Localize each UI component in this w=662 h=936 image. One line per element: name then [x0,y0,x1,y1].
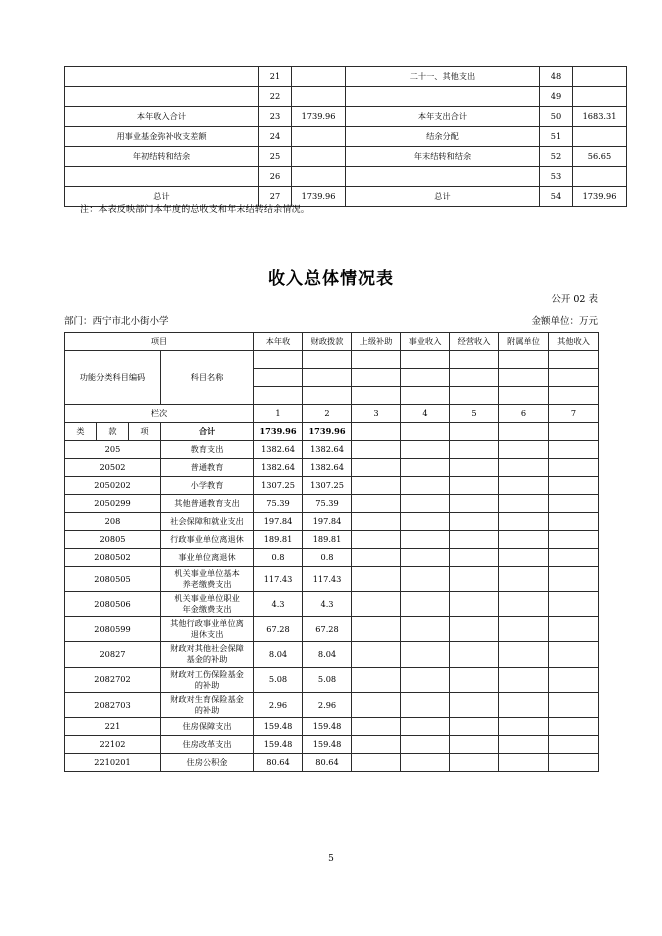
header-col-number-3: 3 [352,405,401,423]
value-col-6 [499,567,549,592]
value-col-3 [352,567,401,592]
header-class-label-3: 项 [129,423,161,441]
value-col-2: 1382.64 [303,459,352,477]
header-blank-cell [401,351,450,369]
value-col-6 [499,642,549,667]
revenue-amount: 1739.96 [292,187,346,207]
total-row-value-4 [401,423,450,441]
value-col-3 [352,441,401,459]
subject-code: 208 [65,513,161,531]
expenditure-line-no: 50 [540,107,573,127]
total-row-value-3 [352,423,401,441]
value-col-2: 5.08 [303,667,352,692]
table-row [65,495,599,513]
header-blank-cell [549,351,599,369]
subject-code: 20805 [65,531,161,549]
value-col-1: 1382.64 [254,459,303,477]
value-col-7 [549,642,599,667]
subject-code: 20827 [65,642,161,667]
header-blank-cell [254,369,303,387]
header-blank-cell [303,369,352,387]
value-col-7 [549,459,599,477]
table-row [65,67,627,87]
subject-name [161,441,254,459]
expenditure-line-no: 54 [540,187,573,207]
value-col-4 [401,735,450,753]
value-col-6 [499,477,549,495]
value-col-5 [450,531,499,549]
header-col-5: 经营收入 [450,333,499,351]
expenditure-line-no: 53 [540,167,573,187]
value-col-4 [401,617,450,642]
header-col-number-6: 6 [499,405,549,423]
table-row [65,87,627,107]
header-col-2: 财政拨款 [303,333,352,351]
header-col-number-7: 7 [549,405,599,423]
subject-name [161,513,254,531]
subject-name-line: 小学教育 [190,479,224,490]
header-blank-cell [450,369,499,387]
value-col-3 [352,617,401,642]
value-col-1: 67.28 [254,617,303,642]
value-col-3 [352,753,401,771]
header-blank-cell [303,387,352,405]
header-col-number-1: 1 [254,405,303,423]
value-col-5 [450,735,499,753]
value-col-6 [499,717,549,735]
header-blank-cell [401,369,450,387]
value-col-7 [549,531,599,549]
header-blank-cell [401,387,450,405]
subject-code: 2080506 [65,592,161,617]
value-col-7 [549,617,599,642]
subject-name [161,735,254,753]
value-col-2: 67.28 [303,617,352,642]
table-row [65,513,599,531]
value-col-2: 159.48 [303,717,352,735]
subject-code: 20502 [65,459,161,477]
revenue-line-no: 21 [259,67,292,87]
value-col-5 [450,495,499,513]
value-col-7 [549,441,599,459]
subject-name-line: 事业单位离退休 [178,551,236,562]
revenue-line-no: 26 [259,167,292,187]
value-col-3 [352,717,401,735]
header-name-col: 科目名称 [161,351,254,405]
expenditure-item-label [346,87,540,107]
expenditure-amount: 56.65 [573,147,627,167]
header-blank-cell [499,387,549,405]
expenditure-amount [573,127,627,147]
value-col-3 [352,513,401,531]
total-row-value-6 [499,423,549,441]
value-col-7 [549,477,599,495]
value-col-2: 117.43 [303,567,352,592]
expenditure-line-no: 52 [540,147,573,167]
header-blank-cell [450,351,499,369]
value-col-6 [499,459,549,477]
value-col-1: 159.48 [254,735,303,753]
subject-name-line: 财政对生育保险基金 [170,693,244,704]
revenue-line-no: 25 [259,147,292,167]
header-blank-cell [303,351,352,369]
value-col-4 [401,667,450,692]
value-col-2: 1307.25 [303,477,352,495]
revenue-item-label: 用事业基金弥补收支差额 [65,127,259,147]
revenue-line-no: 24 [259,127,292,147]
value-col-6 [499,549,549,567]
revenue-amount [292,147,346,167]
subject-name [161,617,254,642]
value-col-7 [549,549,599,567]
header-blank-cell [254,387,303,405]
value-col-4 [401,567,450,592]
value-col-7 [549,753,599,771]
subject-name-line: 机关事业单位职业 [174,593,240,604]
value-col-4 [401,531,450,549]
table-row [65,692,599,717]
header-row-no-label: 栏次 [65,405,254,423]
value-col-2: 75.39 [303,495,352,513]
header-blank-cell [549,387,599,405]
revenue-amount [292,127,346,147]
value-col-5 [450,692,499,717]
table-row [65,127,627,147]
expenditure-line-no: 49 [540,87,573,107]
amount-unit-label: 金额单位：万元 [531,316,598,327]
value-col-5 [450,753,499,771]
value-col-6 [499,735,549,753]
revenue-item-label: 年初结转和结余 [65,147,259,167]
table-row [65,567,599,592]
subject-code: 2082703 [65,692,161,717]
expenditure-item-label: 本年支出合计 [346,107,540,127]
value-col-7 [549,717,599,735]
subject-name [161,717,254,735]
value-col-6 [499,441,549,459]
revenue-amount [292,67,346,87]
value-col-1: 8.04 [254,642,303,667]
value-col-1: 197.84 [254,513,303,531]
revenue-amount [292,167,346,187]
value-col-6 [499,753,549,771]
table-row [65,592,599,617]
page-number: 5 [328,854,334,864]
subject-code: 22102 [65,735,161,753]
value-col-3 [352,549,401,567]
page-title: 收入总体情况表 [268,269,394,289]
value-col-7 [549,735,599,753]
expenditure-amount: 1739.96 [573,187,627,207]
value-col-6 [499,692,549,717]
header-col-7: 其他收入 [549,333,599,351]
value-col-1: 5.08 [254,667,303,692]
value-col-2: 1382.64 [303,441,352,459]
value-col-1: 159.48 [254,717,303,735]
summary-table-body [65,67,627,207]
value-col-2: 159.48 [303,735,352,753]
subject-name-line: 机关事业单位基本 [174,568,240,578]
value-col-5 [450,717,499,735]
subject-code: 2210201 [65,753,161,771]
subject-name [161,592,254,617]
revenue-item-label: 总计 [65,187,259,207]
table-row [65,147,627,167]
value-col-1: 189.81 [254,531,303,549]
table-row [65,642,599,667]
value-col-4 [401,441,450,459]
subject-code: 221 [65,717,161,735]
subject-name-line: 住房改革支出 [182,738,232,749]
value-col-5 [450,441,499,459]
subject-name-line: 其他行政事业单位离 [170,618,244,629]
value-col-2: 4.3 [303,592,352,617]
header-blank-cell [549,369,599,387]
expenditure-item-label [346,167,540,187]
table-row [65,441,599,459]
table-header-row [65,333,599,351]
value-col-1: 1307.25 [254,477,303,495]
value-col-6 [499,667,549,692]
value-col-2: 197.84 [303,513,352,531]
value-col-4 [401,642,450,667]
expenditure-amount [573,167,627,187]
revenue-line-no: 22 [259,87,292,107]
expenditure-amount [573,67,627,87]
value-col-4 [401,513,450,531]
expenditure-line-no: 51 [540,127,573,147]
subject-name [161,667,254,692]
value-col-2: 8.04 [303,642,352,667]
total-row-value-2: 1739.96 [303,423,352,441]
value-col-5 [450,642,499,667]
subject-name-line: 年金缴费支出 [182,604,232,615]
table-row [65,549,599,567]
value-col-5 [450,617,499,642]
subject-name [161,477,254,495]
value-col-7 [549,567,599,592]
department-label: 部门：西宁市北小街小学 [64,316,169,327]
subject-name [161,567,254,592]
header-class-label-1: 类 [65,423,97,441]
total-row-value-5 [450,423,499,441]
value-col-7 [549,692,599,717]
form-number: 公开 02 表 [551,294,598,305]
value-col-1: 75.39 [254,495,303,513]
subject-code: 205 [65,441,161,459]
income-table-head [65,333,599,441]
subject-name-line: 财政对其他社会保障 [170,643,244,654]
value-col-5 [450,592,499,617]
subject-code: 2080505 [65,567,161,592]
subject-name [161,692,254,717]
subject-name-line: 的补助 [194,704,220,715]
value-col-7 [549,667,599,692]
subject-name-line: 行政事业单位离退休 [170,533,244,544]
value-col-6 [499,531,549,549]
header-col-number-2: 2 [303,405,352,423]
table-note: 注：本表反映部门本年度的总收支和年末结转结余情况。 [80,205,311,215]
table-row [65,753,599,771]
revenue-item-label [65,67,259,87]
header-blank-cell [254,351,303,369]
header-blank-cell [450,387,499,405]
table-row [65,107,627,127]
value-col-3 [352,735,401,753]
value-col-3 [352,531,401,549]
table-row [65,617,599,642]
value-col-7 [549,513,599,531]
header-col-3: 上级补助 [352,333,401,351]
subject-name-line: 基金的补助 [186,654,228,665]
subject-name-line: 教育支出 [190,443,224,454]
table-row [65,477,599,495]
value-col-3 [352,692,401,717]
subject-name-line: 普通教育 [190,461,224,472]
value-col-4 [401,495,450,513]
revenue-amount: 1739.96 [292,107,346,127]
header-blank-cell [499,369,549,387]
value-col-6 [499,592,549,617]
header-blank-cell [352,351,401,369]
income-overview-table [64,332,599,772]
table-row [65,167,627,187]
value-col-2: 80.64 [303,753,352,771]
value-col-1: 80.64 [254,753,303,771]
subject-code: 2082702 [65,667,161,692]
expenditure-amount: 1683.31 [573,107,627,127]
revenue-item-label: 本年收入合计 [65,107,259,127]
value-col-2: 189.81 [303,531,352,549]
table-row [65,531,599,549]
value-col-7 [549,495,599,513]
value-col-4 [401,717,450,735]
subject-name [161,495,254,513]
value-col-3 [352,667,401,692]
table-header-row [65,405,599,423]
header-class-label-2: 款 [97,423,129,441]
revenue-line-no: 27 [259,187,292,207]
table-row [65,717,599,735]
subject-name-line: 社会保障和就业支出 [170,515,244,526]
subject-code: 2080599 [65,617,161,642]
subject-name [161,642,254,667]
revenue-amount [292,87,346,107]
subject-code: 2050202 [65,477,161,495]
revenue-item-label [65,167,259,187]
subject-name [161,531,254,549]
header-col-1: 本年收 [254,333,303,351]
header-col-4: 事业收入 [401,333,450,351]
expenditure-amount [573,87,627,107]
value-col-5 [450,567,499,592]
value-col-5 [450,477,499,495]
value-col-2: 0.8 [303,549,352,567]
value-col-1: 1382.64 [254,441,303,459]
expenditure-item-label: 总计 [346,187,540,207]
expenditure-line-no: 48 [540,67,573,87]
header-blank-cell [499,351,549,369]
header-col-6: 附属单位 [499,333,549,351]
total-row [65,423,599,441]
subject-code: 2050299 [65,495,161,513]
value-col-5 [450,549,499,567]
expenditure-item-label: 二十一、其他支出 [346,67,540,87]
value-col-3 [352,642,401,667]
revenue-line-no: 23 [259,107,292,127]
value-col-6 [499,495,549,513]
value-col-4 [401,753,450,771]
header-item-group: 项目 [65,333,254,351]
expenditure-item-label: 年末结转和结余 [346,147,540,167]
value-col-5 [450,459,499,477]
subject-name-line: 退休支出 [190,629,224,640]
value-col-6 [499,617,549,642]
value-col-6 [499,513,549,531]
subject-name-line: 养老缴费支出 [182,579,232,590]
value-col-1: 0.8 [254,549,303,567]
value-col-2: 2.96 [303,692,352,717]
value-col-3 [352,477,401,495]
total-row-value-1: 1739.96 [254,423,303,441]
expenditure-item-label: 结余分配 [346,127,540,147]
value-col-4 [401,549,450,567]
table-header-row [65,351,599,369]
header-col-number-4: 4 [401,405,450,423]
table-row [65,667,599,692]
subject-name-line: 其他普通教育支出 [174,497,240,508]
value-col-4 [401,477,450,495]
revenue-item-label [65,87,259,107]
value-col-4 [401,692,450,717]
subject-name [161,459,254,477]
value-col-1: 117.43 [254,567,303,592]
header-code-col: 功能分类科目编码 [65,351,161,405]
value-col-7 [549,592,599,617]
income-table-body [65,441,599,772]
value-col-4 [401,459,450,477]
total-row-label: 合计 [161,423,254,441]
header-col-number-5: 5 [450,405,499,423]
subject-name-line: 住房保障支出 [182,720,232,731]
value-col-3 [352,495,401,513]
subject-name-line: 住房公积金 [186,756,228,767]
value-col-3 [352,592,401,617]
header-blank-cell [352,369,401,387]
value-col-3 [352,459,401,477]
value-col-4 [401,592,450,617]
total-row-value-7 [549,423,599,441]
subject-name [161,549,254,567]
subject-name [161,753,254,771]
value-col-1: 4.3 [254,592,303,617]
header-blank-cell [352,387,401,405]
table-row [65,459,599,477]
subject-name-line: 财政对工伤保险基金 [170,668,244,679]
table-row [65,735,599,753]
subject-name-line: 的补助 [194,679,220,690]
value-col-1: 2.96 [254,692,303,717]
subject-code: 2080502 [65,549,161,567]
value-col-5 [450,667,499,692]
summary-table-continued [64,66,627,207]
value-col-5 [450,513,499,531]
